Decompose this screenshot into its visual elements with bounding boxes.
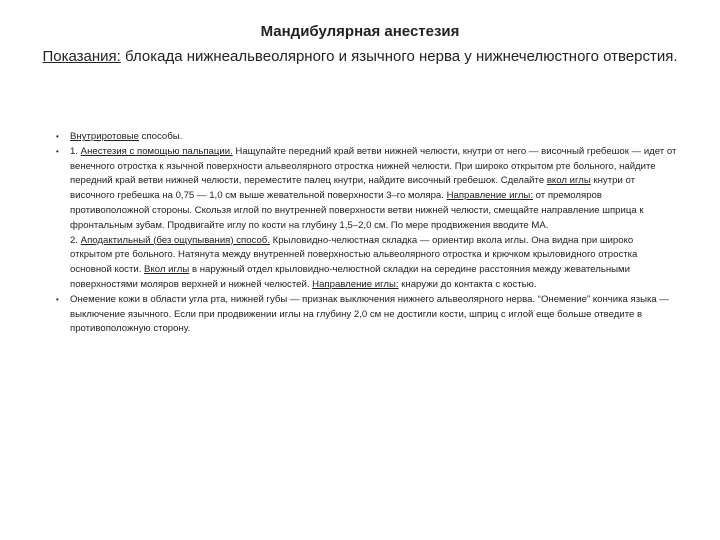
text: в наружный отдел крыловидно-челюстной складки на середине расстояния между жевательными поверхностями моляров верхней и нижней челюстей. [70, 264, 631, 290]
number: 1. [70, 145, 81, 157]
text: кнаружи до контакта с костью. [398, 278, 537, 290]
list-item [56, 293, 678, 337]
paragraph-method-1 [70, 145, 678, 234]
text: Крыловидно-челюстная складка — ориентир вкола иглы. Она видна при широко открытом рте больного. Натянута между внутренней поверхностью альвеолярного отростка и крючком крыловидного отростка основной кости. [70, 234, 638, 276]
bullet-marker: • [56, 146, 59, 156]
slide-title: Мандибулярная анестезия [260, 23, 460, 40]
slide-subtitle [40, 46, 680, 68]
indications-label: Показания: [42, 48, 121, 65]
term: Направление иглы: [312, 278, 399, 290]
list-item [56, 145, 678, 293]
text: от премоляров противоположной стороны. Скользя иглой по внутренней поверхности ветви нижней челюсти, смещайте направление шприца к фронтальным зубам. Продвигайте иглу по кости на глубину 1,5–2,0 см. По мере продвижения вводите МА. [70, 190, 644, 231]
text: кнутри от височного гребешка на 0,75 — 1,0 см выше жевательной поверхности 3–го моляра. [70, 175, 635, 202]
paragraph [70, 130, 678, 145]
content-list [56, 130, 678, 337]
list-item [56, 130, 678, 145]
term: вкол иглы [546, 175, 591, 187]
indications-text: блокада нижнеальвеолярного и язычного нерва у нижнечелюстного отверстия. [120, 48, 678, 65]
paragraph-method-2 [70, 234, 678, 293]
paragraph [70, 293, 678, 337]
term: Анестезия с помощью пальпации. [80, 145, 233, 157]
term: Внутриротовые [70, 131, 139, 142]
term: Вкол иглы [144, 264, 190, 276]
term: Направление иглы: [446, 190, 533, 202]
term: Аподактильный (без ощупывания) способ. [80, 234, 270, 246]
text: способы. [139, 131, 183, 142]
number: 2. [70, 234, 81, 246]
text: Нащупайте передний край ветви нижней челюсти, кнутри от него — височный гребешок — идет от венечного отростка к язычной поверхности альвеолярного отростка нижней челюсти. При широко открытом рте больного, найдите передний край ветви нижней челюсти, переместите палец кнутри, найдите височный гребешок. Сделайте [70, 145, 677, 187]
bullet-marker: • [56, 132, 59, 141]
bullet-marker: • [56, 294, 59, 304]
text: Онемение кожи в области угла рта, нижней губы — признак выключения нижнего альвеолярного нерва. “Онемение” кончика языка — выключение язычного. Если при продвижении иглы на глубину 2,0 см не достигли кости, шприц с иглой еще больше отведите в противоположную сторону. [70, 293, 670, 335]
